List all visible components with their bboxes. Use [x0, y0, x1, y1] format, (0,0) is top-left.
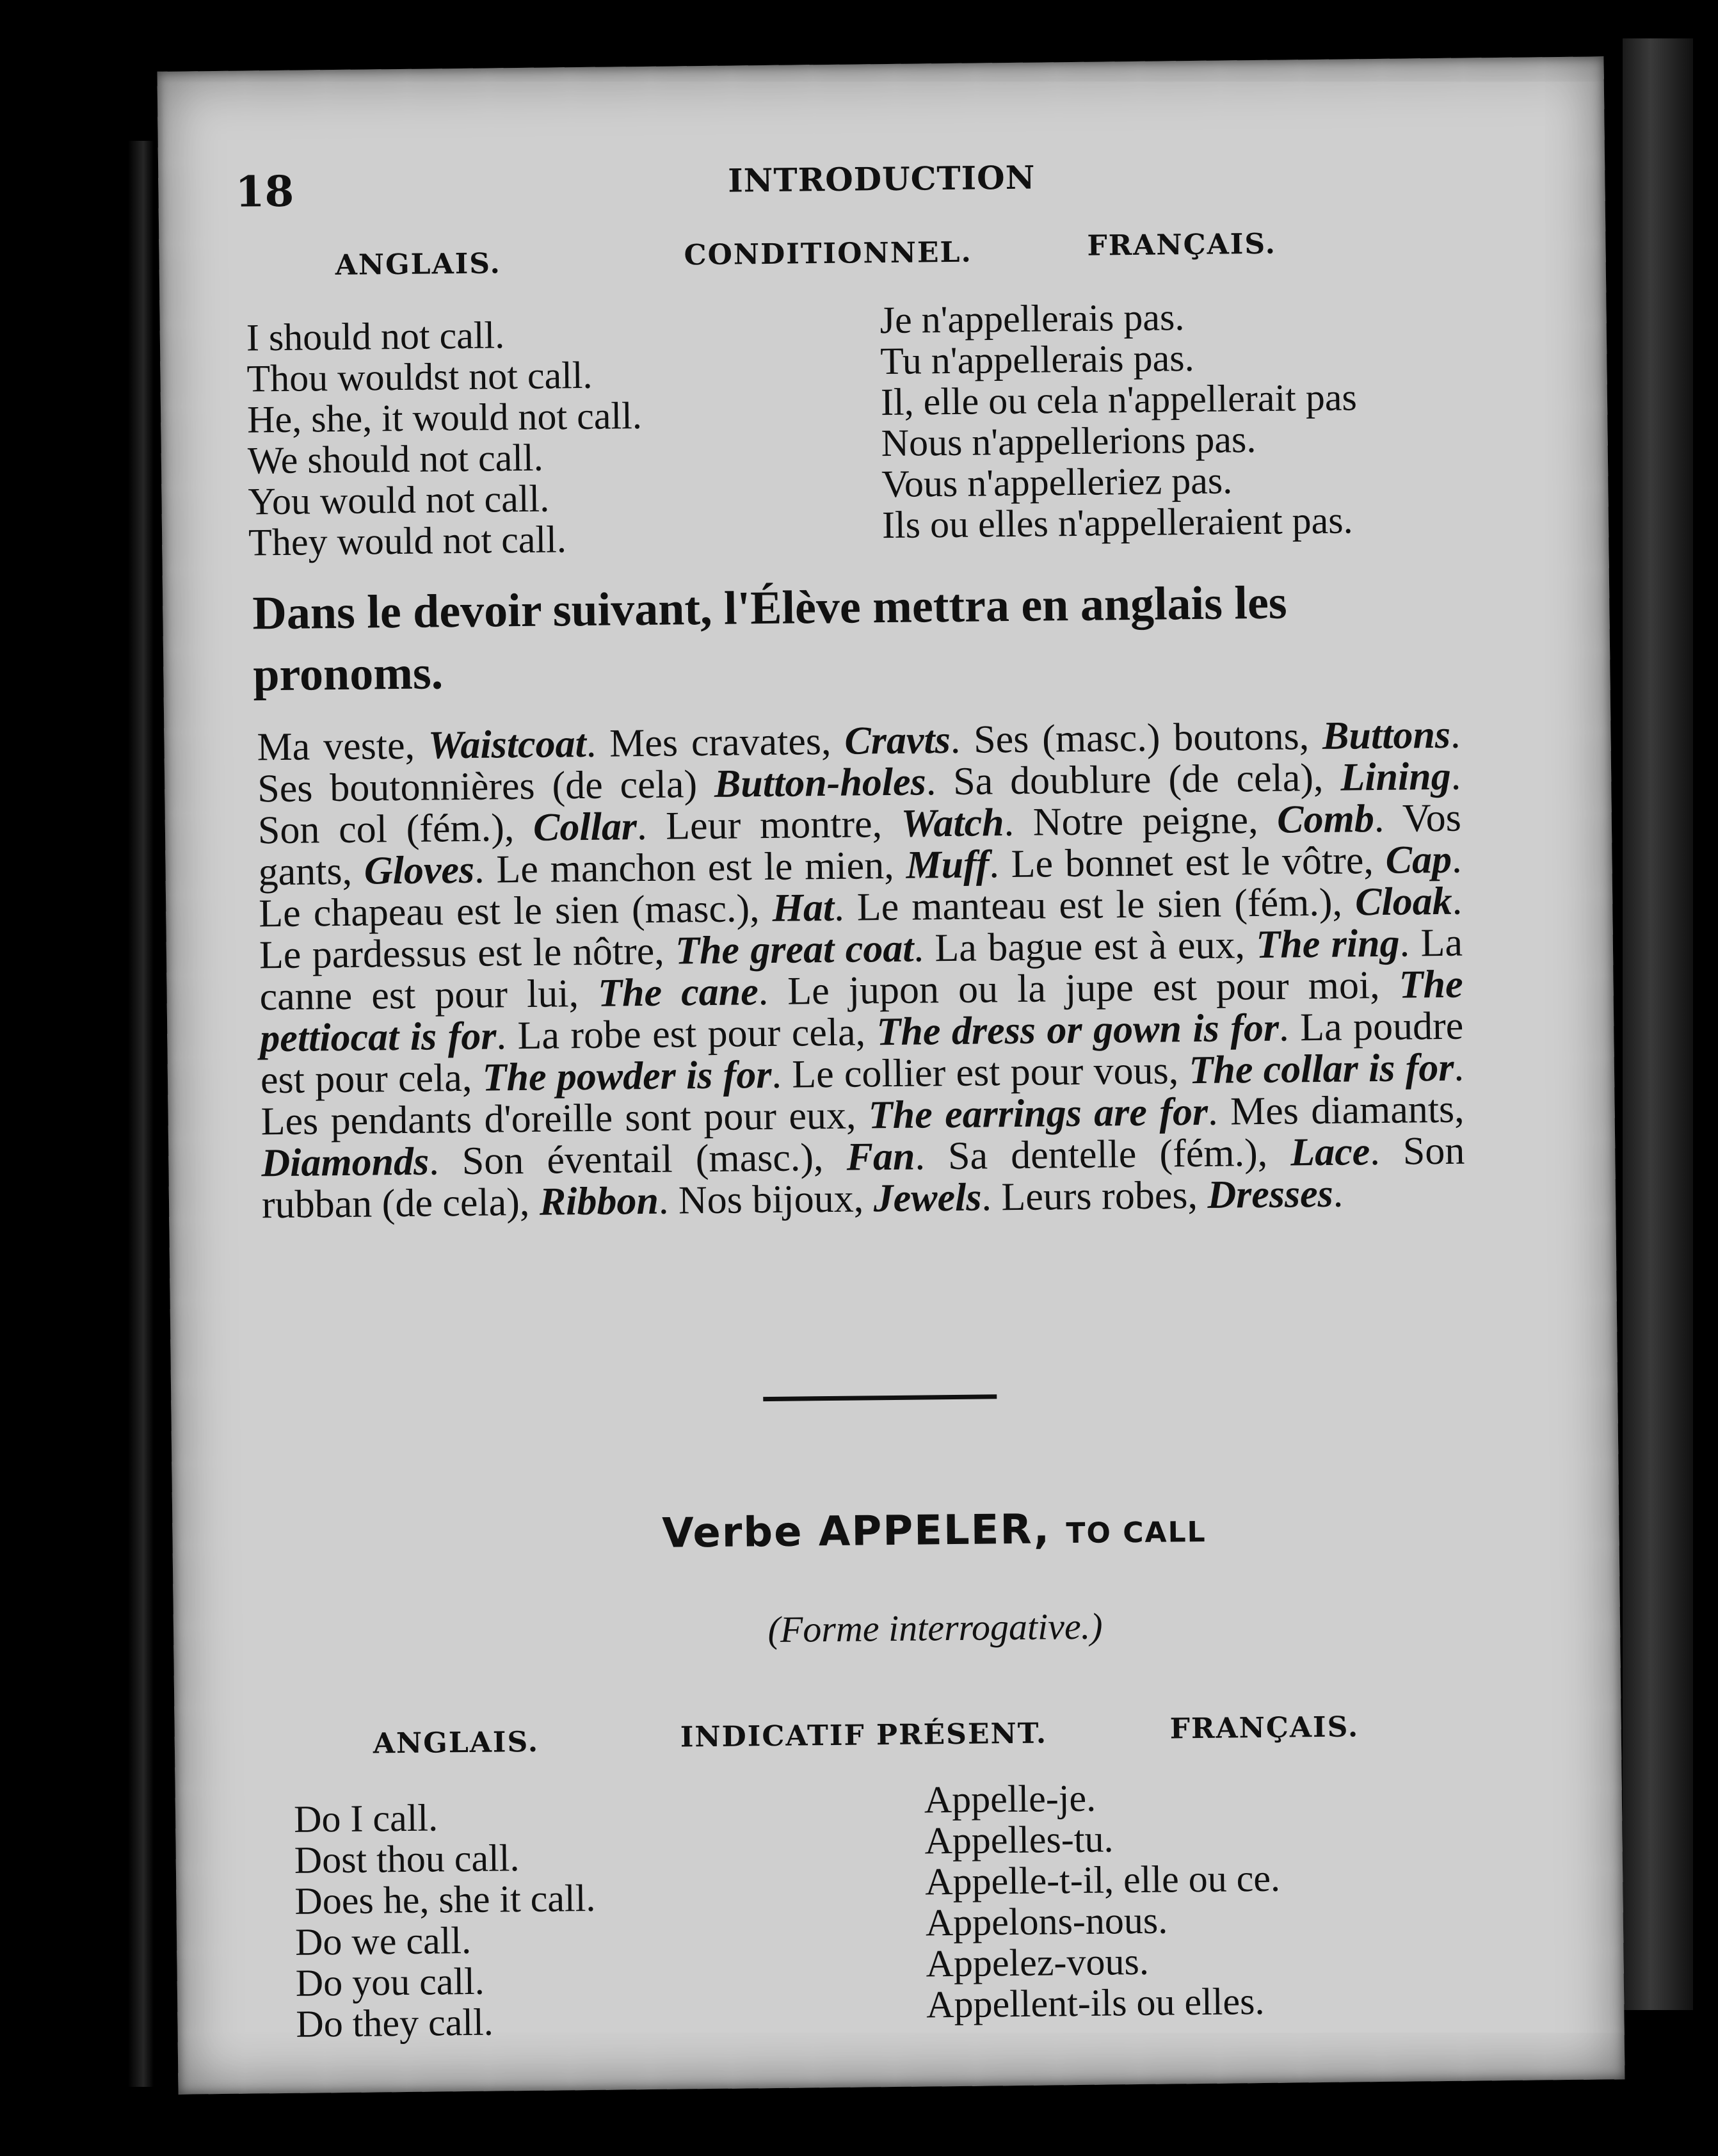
english-answer: The dress or gown is for — [876, 1006, 1280, 1054]
conditionnel-english-list — [246, 313, 644, 563]
french-text: . Sa dentelle (fém.), — [915, 1130, 1291, 1179]
col-head-francais: FRANÇAIS. — [1087, 227, 1277, 262]
english-answer: Button-holes — [714, 760, 927, 806]
french-text: . Ses (masc.) boutons, — [950, 714, 1323, 762]
french-text: . Les pendants d'oreille sont pour eux, — [261, 1045, 1465, 1144]
list-item: Ils ou elles n'appelleraient pas. — [881, 499, 1353, 547]
english-answer: Lace — [1290, 1130, 1370, 1175]
english-answer: The cane — [597, 970, 759, 1015]
list-item: Do you call. — [295, 1959, 485, 2004]
english-answer: The great coat — [675, 926, 914, 973]
french-text: . — [1333, 1171, 1344, 1216]
english-answer: Buttons — [1322, 712, 1451, 758]
list-item: Appelle-t-il, elle ou ce. — [924, 1856, 1281, 1903]
french-text: . Mes cravates, — [586, 719, 845, 766]
english-answer: Gloves — [364, 848, 475, 893]
list-item: You would not call. — [248, 477, 550, 523]
french-text: . Le pardessus est le nôtre, — [259, 879, 1463, 977]
english-answer: Diamonds — [261, 1139, 430, 1186]
french-text: Ma veste, — [257, 723, 429, 769]
col-head-anglais-2: ANGLAIS. — [373, 1725, 540, 1760]
section-divider — [763, 1394, 997, 1401]
verb-heading — [550, 1503, 1319, 1559]
list-item: Do we call. — [294, 1919, 472, 1963]
english-answer: Dresses — [1207, 1171, 1334, 1217]
verb-heading-translation: TO CALL — [1066, 1515, 1207, 1550]
list-item: Il, elle ou cela n'appellerait pas — [880, 376, 1358, 424]
english-answer: Lining — [1340, 754, 1452, 800]
interrogative-french-list — [924, 1776, 1282, 2025]
english-answer: Watch — [901, 801, 1004, 846]
french-text: . Le bonnet est le vôtre, — [988, 838, 1386, 887]
list-item: Does he, she it call. — [294, 1876, 596, 1922]
verb-subtitle: (Forme interrogative.) — [767, 1605, 1103, 1651]
french-text: . Vos gants, — [258, 796, 1462, 894]
english-answer: Jewels — [873, 1175, 982, 1221]
list-item: They would not call. — [248, 518, 567, 564]
scan-edge-right — [1623, 38, 1693, 2010]
french-text: . La poudre est pour cela, — [260, 1004, 1464, 1102]
french-text: . Leurs robes, — [981, 1173, 1208, 1219]
conditionnel-french-list — [879, 294, 1358, 545]
french-text: . La robe est pour cela, — [496, 1010, 877, 1058]
list-item: Appelles-tu. — [924, 1817, 1114, 1862]
french-text: . Ses boutonnières (de cela) — [257, 712, 1461, 811]
english-answer: Fan — [846, 1134, 915, 1179]
english-answer: The powder is for — [482, 1052, 772, 1100]
page-number: 18 — [235, 166, 294, 217]
french-text: . Sa doublure (de cela), — [926, 755, 1341, 804]
english-answer: The earrings are for — [868, 1090, 1208, 1138]
french-text: . Notre peigne, — [1004, 798, 1278, 845]
list-item: I should not call. — [246, 314, 505, 359]
exercise-paragraph — [257, 714, 1465, 1227]
list-item: Je n'appellerais pas. — [879, 296, 1185, 342]
exercise-instruction: Dans le devoir suivant, l'Élève mettra en anglais les pronoms. — [252, 576, 1288, 702]
list-item: He, she, it would not call. — [246, 394, 643, 441]
english-answer: Comb — [1276, 797, 1375, 842]
english-answer: The pettiocat is for — [259, 962, 1463, 1061]
book-page — [157, 56, 1625, 2094]
list-item: Do I call. — [293, 1796, 438, 1840]
english-answer: Muff — [906, 842, 990, 887]
col-head-anglais: ANGLAIS. — [335, 247, 502, 282]
col-head-francais-2: FRANÇAIS. — [1169, 1710, 1360, 1746]
french-text: . Son col (fém.), — [257, 754, 1461, 853]
english-answer: Hat — [772, 885, 835, 930]
french-text: . Nos bijoux, — [658, 1177, 874, 1223]
french-text: . Le collier est pour vous, — [771, 1049, 1189, 1097]
french-text: . Mes diamants, — [1207, 1087, 1465, 1134]
list-item: Tu n'appellerais pas. — [879, 336, 1194, 383]
french-text: . Son rubban (de cela), — [261, 1129, 1465, 1227]
col-head-indicatif: INDICATIF PRÉSENT. — [680, 1717, 1048, 1754]
english-answer: Cravts — [844, 718, 951, 763]
french-text: . Le manchon est le mien, — [474, 843, 906, 892]
english-answer: Ribbon — [539, 1179, 659, 1224]
english-answer: Cap — [1385, 837, 1452, 882]
scan-edge-left — [128, 141, 154, 2087]
list-item: Do they call. — [296, 2000, 494, 2045]
english-answer: The ring — [1256, 921, 1400, 967]
list-item: Appelez-vous. — [926, 1940, 1150, 1985]
english-answer: Waistcoat — [428, 721, 587, 768]
french-text: . Son éventail (masc.), — [428, 1135, 847, 1184]
french-text: . Le chapeau est le sien (masc.), — [258, 837, 1462, 936]
list-item: Nous n'appellerions pas. — [881, 417, 1256, 465]
english-answer: Collar — [533, 805, 638, 849]
english-answer: The collar is for — [1189, 1045, 1454, 1093]
verb-heading-main: Verbe APPELER, — [661, 1506, 1051, 1557]
french-text: . Le manteau est le sien (fém.), — [833, 880, 1356, 929]
list-item: Vous n'appelleriez pas. — [881, 459, 1233, 506]
french-text: . Le jupon ou la jupe est pour moi, — [758, 963, 1400, 1014]
list-item: Thou wouldst not call. — [246, 353, 593, 400]
list-item: Appellent-ils ou elles. — [926, 1979, 1265, 2026]
english-answer: Cloak — [1354, 879, 1453, 924]
interrogative-english-list — [294, 1796, 597, 2045]
list-item: We should not call. — [247, 436, 543, 482]
french-text: . La bague est à eux, — [913, 923, 1256, 970]
list-item: Appelle-je. — [924, 1776, 1096, 1821]
running-head: INTRODUCTION — [728, 158, 1036, 200]
list-item: Dost thou call. — [294, 1837, 520, 1881]
french-text: . Leur montre, — [636, 801, 902, 849]
list-item: Appelons-nous. — [925, 1899, 1168, 1944]
col-head-conditionnel: CONDITIONNEL. — [684, 236, 972, 272]
french-text: . La canne est pour lui, — [259, 921, 1463, 1019]
